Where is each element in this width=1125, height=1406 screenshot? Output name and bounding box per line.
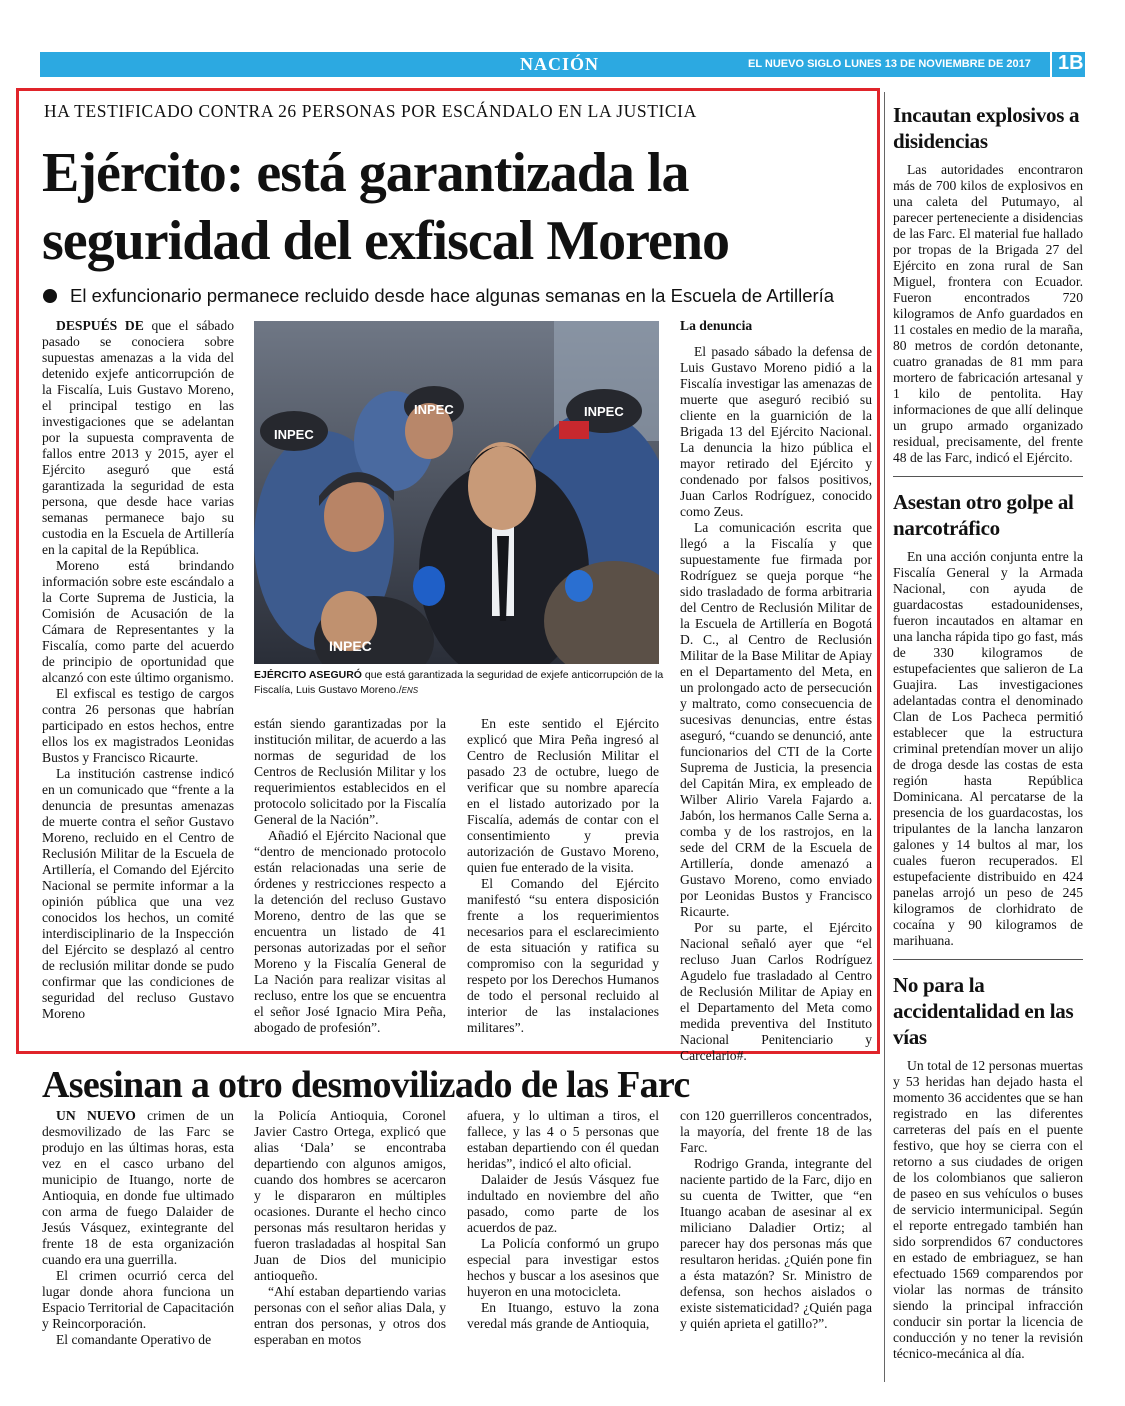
brief-title: Incautan explosivos a disidencias	[893, 103, 1080, 153]
photo-caption	[254, 668, 664, 698]
brief-body: Un total de 12 personas muertas y 53 heridas han dejado hasta el momento 36 accidentes que se han registrado en las diferentes carreteras del país en el puente festivo, que hoy se cierra con el retorno a sus ciudades de origen de los colombianos que salieron de paseo en sus vehículos o buses de servicio intermunicipal. Según el reporte entregado también han sido sorprendidos 67 conductores en estado de embriaguez, se han efectuado 1569 comparendos por violar las normas de tránsito siendo la principal infracción conducir sin portar la licencia de conducción y no tener la revisión técnico-mecánica al día.	[893, 1058, 1083, 1361]
second-headline: Asesinan a otro desmovilizado de las Farc	[42, 1064, 690, 1106]
paragraph: El exfiscal es testigo de cargos contra 26 personas que habrían participado en estos hechos, entre ellos los ex magistrados Leonidas Bustos y Francisco Ricaurte.	[42, 686, 234, 765]
second-story-column-3	[467, 1108, 659, 1332]
paragraph: están siendo garantizadas por la institución militar, de acuerdo a las normas de seguridad de los Centros de Reclusión Militar y los requerimientos establecidos en el protocolo solicitado por la Fiscalía General de la Nación”.	[254, 716, 446, 827]
cap-text-front: INPEC	[329, 638, 372, 654]
photo-illustration	[254, 321, 659, 664]
paragraph: En Ituango, estuvo la zona veredal más grande de Antioquia,	[467, 1300, 659, 1331]
paragraph: La comunicación escrita que llegó a la Fiscalía y que supuestamente fue firmada por Rodríguez se queja porque “he sido trasladado de forma arbitraria del Centro de Reclusión Militar de la Escuela de Artillería en Bogotá D. C., al Centro de Reclusión Militar de la Base Militar de Apiay en el Departamento del Meta, en un prolongado acto de persecución y maltrato, como consecuencia de sucesivas denuncias, entre éstas aseguró, “cuando se denunció, ante funcionarios del CTI de la Corte Suprema de Justicia, la presencia del Capitán Mira, ex empleado de Wilber Alirio Varela Fajardo a. Jabón, los hermanos Calle Serna a. comba y de los rastrojos, en la sede del CRM de la Escuela de Artillería, donde amenazó a Gustavo Moreno, como enviado por Leonidas Bustos y Francisco Ricaurte.	[680, 520, 872, 919]
lead-word: DESPUÉS DE	[56, 318, 144, 333]
photo-credit: ENS	[401, 686, 419, 695]
main-story-column-4	[680, 318, 872, 1064]
cap-text-left: INPEC	[274, 427, 314, 442]
news-photo	[254, 321, 659, 664]
paragraph: Dalaider de Jesús Vásquez fue indultado en noviembre del año pasado, como parte de los acuerdos de paz.	[467, 1172, 659, 1235]
second-story-column-4	[680, 1108, 872, 1332]
kicker: HA TESTIFICADO CONTRA 26 PERSONAS POR ESCÁNDALO EN LA JUSTICIA	[44, 101, 697, 121]
caption-text: que está garantizada la seguridad de exjefe anticorrupción de la Fiscalía, Luis Gustavo Moreno./	[254, 669, 664, 696]
paragraph-text: que el sábado pasado se conociera sobre supuestas amenazas a la vida del detenido exjefe anticorrupción de la Fiscalía, Luis Gustavo Moreno, el principal testigo en las investigaciones que se adelantan por la supuesta compraventa de fallos entre 2013 y 2015, ayer el Ejército aseguró que está garantizada la seguridad de esta persona, que desde hace varias semanas permanece bajo su custodia en la Escuela de Artillería en la capital de la República.	[42, 318, 234, 557]
paragraph: El crimen ocurrió cerca del lugar donde ahora funciona un Espacio Territorial de Capacitación y Reincorporación.	[42, 1268, 234, 1331]
brief-title: No para la accidentalidad en las vías	[893, 973, 1074, 1049]
paragraph-text: crimen de un desmovilizado de las Farc se produjo en las últimas horas, esta vez en el casco urbano del municipio de Ituango, norte de Antioquia, en donde fue ultimado con arma de fuego Dalaider de Jesús Vásquez, exintegrante del frente 18 de esta organización cuando era una guerrilla.	[42, 1108, 234, 1267]
paragraph: La Policía conformó un grupo especial para investigar estos hechos y buscar a los asesinos que huyeron en una motocicleta.	[467, 1236, 659, 1299]
subheadline: El exfuncionario permanece recluido desde hace algunas semanas en la Escuela de Artillería	[70, 285, 835, 306]
paragraph: afuera, y lo ultiman a tiros, el fallece, y las 4 o 5 personas que estaban departiendo con él quedan heridas”, indicó el alto oficial.	[467, 1108, 659, 1171]
second-story-column-1	[42, 1108, 234, 1348]
sidebar-briefs	[893, 92, 1083, 1362]
brief-body: Las autoridades encontraron más de 700 kilos de explosivos en una caleta del Putumayo, al parecer perteneciente a disidencias de las Farc. El material fue hallado por tropas de la Brigada 27 del Ejército en zona rural de San Miguel, frontera con Ecuador. Fueron encontrados 720 kilogramos de Anfo guardados en 11 costales en medio de la maraña, 80 metros de cordón detonante, cuatro granadas de 81 mm para mortero de fabricación artesanal y 1 kilo de pentolita. Hay informaciones de que allí delinque un grupo armado organizado residual, precisamente, del frente 48 de las Farc, indicó el Ejército.	[893, 162, 1083, 465]
page-number-divider	[1050, 52, 1052, 77]
paragraph: El comandante Operativo de	[56, 1332, 212, 1347]
main-headline-line1: Ejército: está garantizada la	[42, 142, 689, 204]
main-story-column-1	[42, 318, 234, 1022]
brief-title: Asestan otro golpe al narcotráfico	[893, 490, 1074, 540]
paragraph: El pasado sábado la defensa de Luis Gustavo Moreno pidió a la Fiscalía investigar las amenazas de muerte que aseguró recibió su cliente en la guarnición de la Brigada 13 del Ejército Nacional. La denuncia la hizo pública el mayor retirado del Ejército y condenado por falsos positivos, Juan Carlos Rodríguez, conocido como Zeus.	[680, 344, 872, 519]
cap-text-middle: INPEC	[414, 402, 454, 417]
brief-divider	[893, 476, 1083, 477]
main-story-column-3	[467, 716, 659, 1036]
lead-word: UN NUEVO	[56, 1108, 136, 1123]
main-story-column-2	[254, 716, 446, 1036]
paragraph	[42, 1108, 234, 1268]
main-headline-line2: seguridad del exfiscal Moreno	[42, 210, 730, 272]
sidebar-divider	[884, 92, 885, 1382]
dateline: EL NUEVO SIGLO LUNES 13 DE NOVIEMBRE DE 2017	[748, 58, 1031, 70]
paragraph: Añadió el Ejército Nacional que “dentro de mencionado protocolo están relacionadas una serie de órdenes y restricciones respecto a la detención del recluso Gustavo Moreno, dentro de las que se encuentra un listado de 41 personas autorizadas por el señor Moreno y la Fiscalía General de La Nación para realizar visitas al recluso, entre los que se encuentra el señor José Ignacio Mira Peña, abogado de profesión”.	[254, 828, 446, 1035]
caption-lead: EJÉRCITO ASEGURÓ	[254, 669, 362, 681]
page-number: 1B	[1058, 52, 1084, 74]
paragraph: La institución castrense indicó en un comunicado que “frente a la denuncia de presuntas amenazas de muerte contra el señor Gustavo Moreno, recluido en el Centro de Reclusión Militar de la Escuela de Artillería, el Comando del Ejército Nacional se permite informar a la opinión pública que una vez conocidos los hechos, un comité interdisciplinario de la Inspección del Ejército se desplazó al centro de reclusión militar donde se pudo confirmar que las condiciones de seguridad del recluso Gustavo Moreno	[42, 766, 234, 1021]
section-name: NACIÓN	[520, 54, 600, 74]
section-subtitle: La denuncia	[680, 318, 753, 333]
paragraph: “Ahí estaban departiendo varias personas con el señor alias Dala, y entran dos personas, y otros dos esperaban en motos	[254, 1284, 446, 1347]
brief-divider	[893, 959, 1083, 960]
cap-text-right: INPEC	[584, 404, 624, 419]
paragraph: Por su parte, el Ejército Nacional señaló ayer que “el recluso Juan Carlos Rodríguez Agudelo fue trasladado al Centro de Reclusión Militar de Apiay en el Departamento del Meta como medida preventiva del Instituto Nacional Penitenciario y Carcelario#.	[680, 920, 872, 1063]
subhead-bullet-icon	[43, 289, 57, 303]
paragraph: Moreno está brindando información sobre este escándalo a la Corte Suprema de Justicia, la Comisión de Acusación de la Cámara de Representantes y la Fiscalía, como parte del acuerdo de principio de oportunidad que alcanzó con este último organismo.	[42, 558, 234, 685]
paragraph: la Policía Antioquia, Coronel Javier Castro Ortega, explicó que alias ‘Dala’ se encontraba departiendo con algunos amigos, cuando dos hombres se acercaron y le dispararon en múltiples ocasiones. Durante el hecho cinco personas más resultaron heridas y fueron trasladadas al hospital San Juan de Dios del municipio antioqueño.	[254, 1108, 446, 1283]
paragraph: con 120 guerrilleros concentrados, la mayoría, del frente 18 de las Farc.	[680, 1108, 872, 1155]
brief-body: En una acción conjunta entre la Fiscalía General y la Armada Nacional, con ayuda de guardacostas estadounidenses, fueron incautados en altamar en una lancha rápida tipo go fast, más de 330 kilogramos de estupefacientes que salieron de La Guajira. Las investigaciones adelantadas contra el denominado Clan de Los Pacheca permitió establecer que la estructura criminal pretendían mover un alijo de droga desde las costas de esta región hasta República Dominicana. Al percatarse de la presencia de los guardacostas, los tripulantes de la lancha lanzaron galones y 14 bultos al mar, los cuales fueron recuperados. El estupefaciente distribuido en 424 panelas arrojó un peso de 245 kilogramos de clorhidrato de cocaína y 90 kilogramos de marihuana.	[893, 549, 1083, 948]
paragraph: En este sentido el Ejército explicó que Mira Peña ingresó al Centro de Reclusión Militar el pasado 23 de octubre, luego de verificar que su nombre aparecía en el listado autorizado por la Fiscalía, además de contar con el consentimiento y previa autorización de Gustavo Moreno, quien fue enterado de la visita.	[467, 716, 659, 875]
paragraph: Rodrigo Granda, integrante del naciente partido de la Farc, dijo en su cuenta de Twitter, que “en Ituango acaban de asesinar al ex miliciano Daladier Ortiz; al parecer hay dos personas más que resultaron heridas. ¿Quién pone fin a ésta matazón? Sr. Ministro de defensa, son hechos aislados o existe sistematicidad? ¿Quién paga y quién aprieta el gatillo?”.	[680, 1156, 872, 1331]
paragraph: El Comando del Ejército manifestó “su entera disposición frente a los requerimientos necesarios para el esclarecimiento de esta situación y ratifica su compromiso con la seguridad y respeto por los Derechos Humanos de todo el personal recluido al interior de las instalaciones militares”.	[467, 876, 659, 1035]
paragraph	[42, 318, 234, 558]
second-story-column-2	[254, 1108, 446, 1348]
